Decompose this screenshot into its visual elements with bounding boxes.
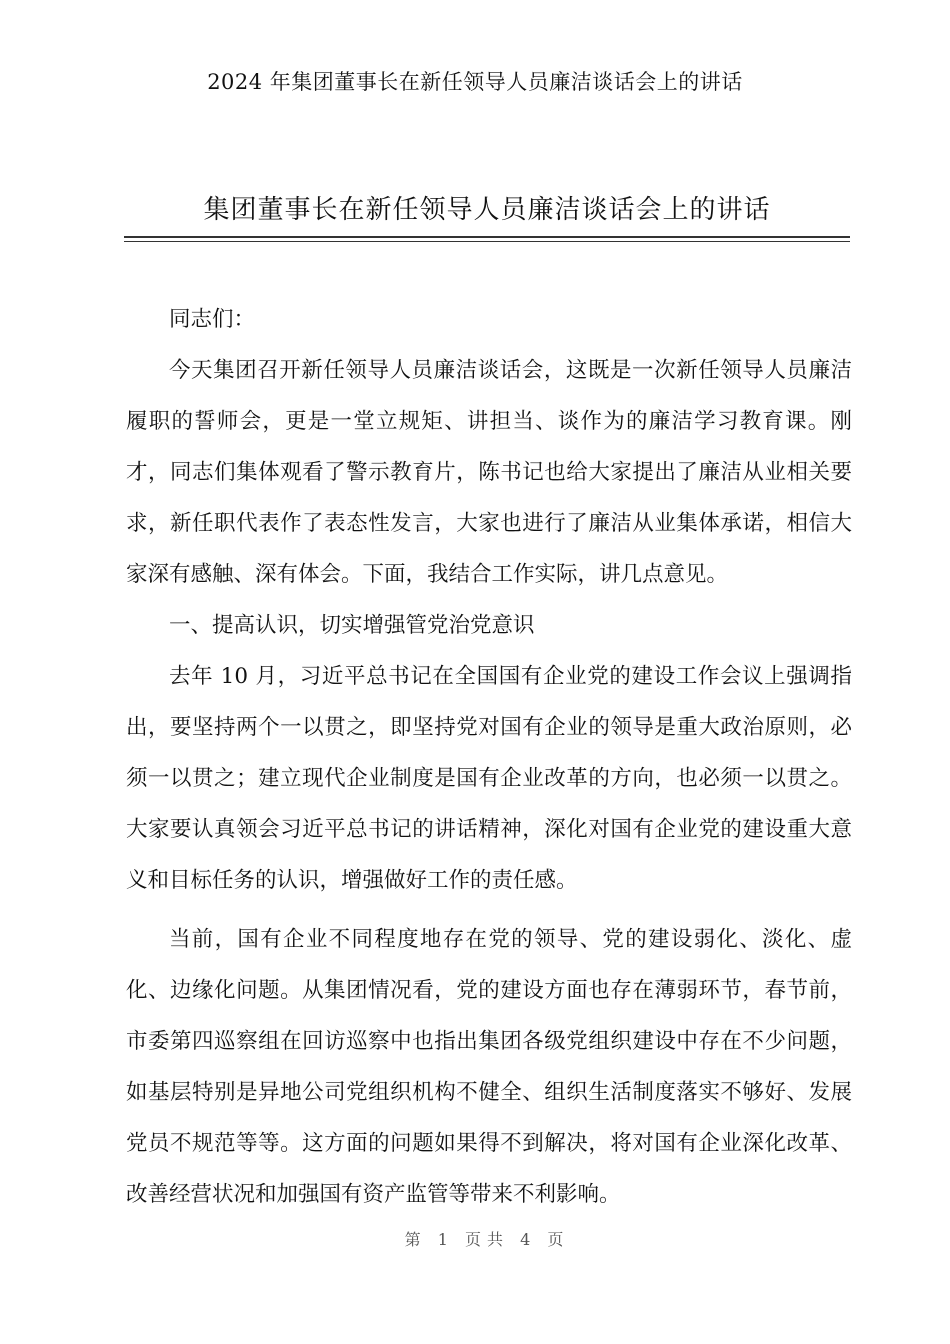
salutation: 同志们： — [169, 307, 256, 332]
paragraph: 去年 10 月，习近平总书记在全国国有企业党的建设工作会议上强调指出，要坚持两个一以贯之，即坚持党对国有企业的领导是重大政治原则，必须一以贯之；建立现代企业制度是国有企业改革的方向，也必须一以贯之。大家要认真领会习近平总书记的讲话精神，深化对国有企业党的建设重大意义和目标任务的认识，增强做好工作的责任感。 — [126, 664, 852, 893]
running-header: 2024 年集团董事长在新任领导人员廉洁谈话会上的讲话 — [207, 70, 743, 94]
document-body — [126, 294, 852, 1220]
section-heading: 一、提高认识，切实增强管党治党意识 — [169, 613, 535, 638]
paragraph: 今天集团召开新任领导人员廉洁谈话会，这既是一次新任领导人员廉洁履职的誓师会，更是一堂立规矩、讲担当、谈作为的廉洁学习教育课。刚才，同志们集体观看了警示教育片，陈书记也给大家提出了廉洁从业相关要求，新任职代表作了表态性发言，大家也进行了廉洁从业集体承诺，相信大家深有感触、深有体会。下面，我结合工作实际，讲几点意见。 — [126, 358, 852, 587]
page-number-footer: 第 1 页共 4 页 — [404, 1230, 570, 1249]
paragraph: 当前，国有企业不同程度地存在党的领导、党的建设弱化、淡化、虚化、边缘化问题。从集团情况看，党的建设方面也存在薄弱环节，春节前，市委第四巡察组在回访巡察中也指出集团各级党组织建设中存在不少问题，如基层特别是异地公司党组织机构不健全、组织生活制度落实不够好、发展党员不规范等等。这方面的问题如果得不到解决，将对国有企业深化改革、改善经营状况和加强国有资产监管等带来不利影响。 — [126, 927, 852, 1207]
document-title: 集团董事长在新任领导人员廉洁谈话会上的讲话 — [203, 195, 771, 225]
title-divider — [124, 236, 850, 242]
